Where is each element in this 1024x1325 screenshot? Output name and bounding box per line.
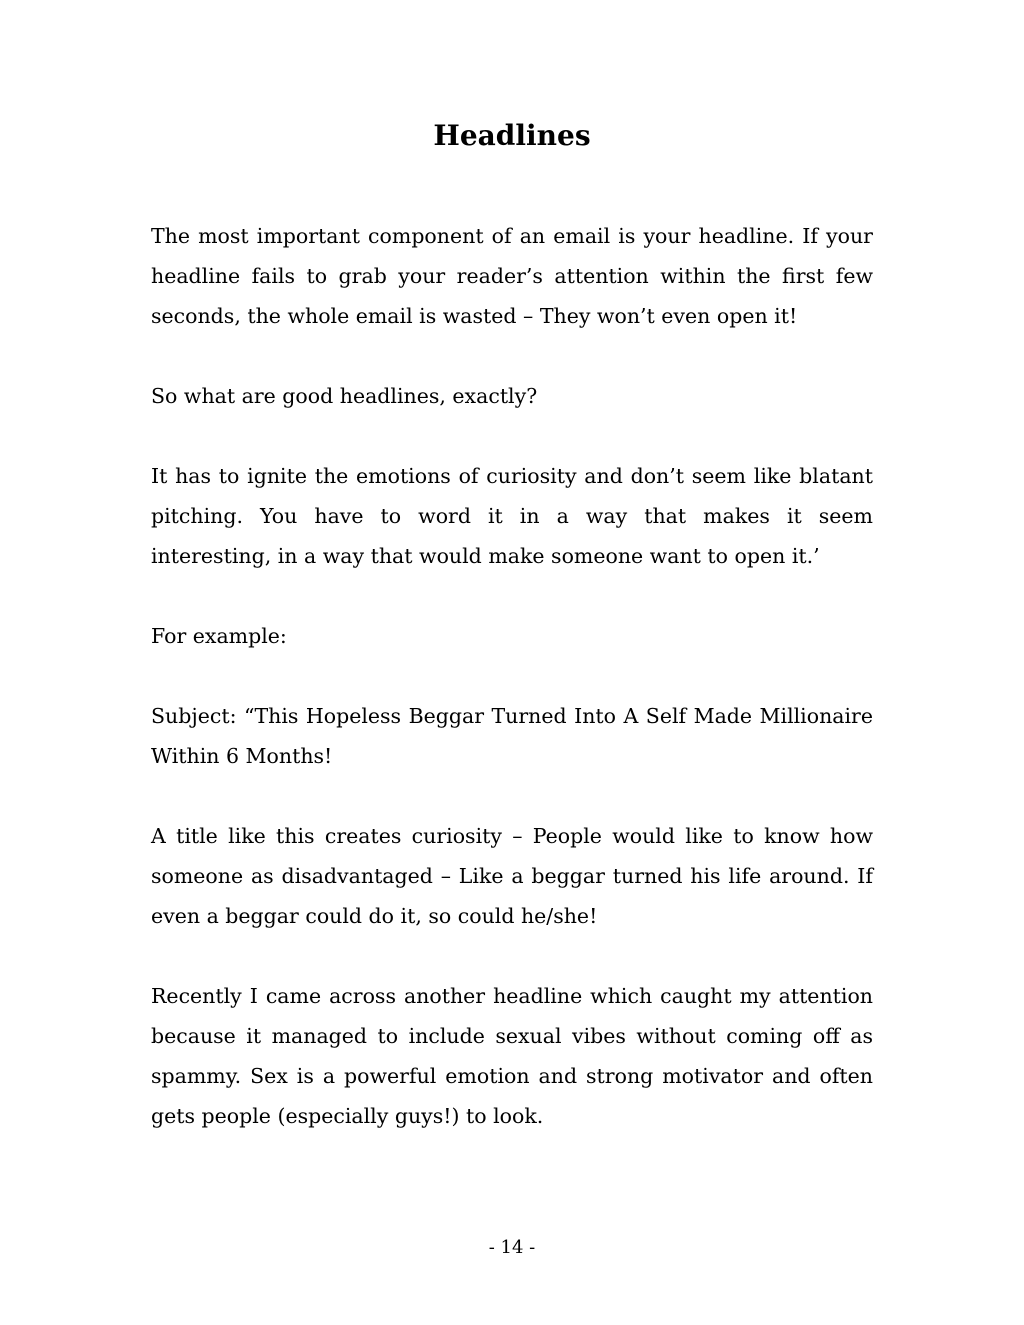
page-number: - 14 -: [488, 1237, 536, 1258]
paragraph-recent-headline: Recently I came across another headline which caught my attention because it managed to include sexual vibes without coming off as spammy. Sex is a powerful emotion and strong motivator and often gets people (especially guys!) to look.: [151, 984, 873, 1128]
paragraph-subject-example: Subject: “This Hopeless Beggar Turned Into A Self Made Millionaire Within 6 Months!: [151, 704, 873, 768]
body-text: [151, 216, 873, 1176]
paragraph-headline-importance: The most important component of an email is your headline. If your headline fails to grab your reader’s attention within the first few seconds, the whole email is wasted – They won’t even open it!: [151, 224, 873, 328]
paragraph-curiosity: It has to ignite the emotions of curiosity and don’t seem like blatant pitching. You have to word it in a way that makes it seem interesting, in a way that would make someone want to open it.’: [151, 464, 873, 568]
paragraph-explanation: A title like this creates curiosity – People would like to know how someone as disadvantaged – Like a beggar turned his life around. If even a beggar could do it, so could he/she!: [151, 824, 873, 928]
paragraph-for-example: For example:: [151, 624, 287, 648]
paragraph-question: So what are good headlines, exactly?: [151, 384, 538, 408]
page-title: Headlines: [433, 119, 591, 152]
